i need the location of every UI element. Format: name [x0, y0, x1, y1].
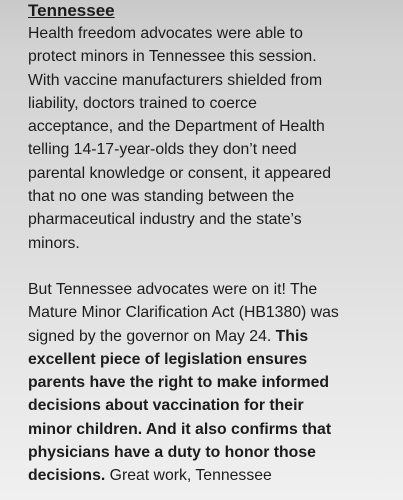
- paragraph-1-line: that no one was standing between the: [28, 188, 295, 206]
- paragraph-1-line: Health freedom advocates were able to: [28, 25, 303, 42]
- paragraph-2-bold-line: excellent piece of legislation ensures: [28, 350, 308, 368]
- article-body: [28, 0, 400, 488]
- paragraph-2-line: [28, 325, 400, 348]
- paragraph-spacer: [28, 255, 400, 278]
- paragraph-1-line: pharmaceutical industry and the state’s: [28, 211, 302, 229]
- paragraph-2-bold-line: minor children. And it also confirms that: [28, 420, 332, 438]
- paragraph-2-line: But Tennessee advocates were on it! The: [28, 280, 318, 298]
- closing-text: Great work, Tennessee: [105, 467, 272, 485]
- paragraph-1-line: protect minors in Tennessee this session.: [28, 48, 317, 66]
- paragraph-1-line: minors.: [28, 234, 80, 252]
- paragraph-1-line: liability, doctors trained to coerce: [28, 94, 257, 112]
- bold-text: decisions.: [28, 467, 106, 485]
- paragraph-2-bold-line: decisions about vaccination for their: [28, 397, 304, 415]
- article-heading: Tennessee: [28, 1, 115, 20]
- paragraph-1: [28, 22, 400, 255]
- paragraph-1-line: parental knowledge or consent, it appeared: [28, 164, 331, 182]
- paragraph-1-line: With vaccine manufacturers shielded from: [28, 71, 323, 89]
- bold-text: This: [275, 327, 309, 345]
- paragraph-1-line: acceptance, and the Department of Health: [28, 118, 325, 136]
- signed-text: signed by the governor on May 24.: [28, 327, 276, 345]
- paragraph-2-line: [28, 464, 400, 487]
- paragraph-2-line: Mature Minor Clarification Act (HB1380) was: [28, 304, 339, 322]
- paragraph-2: [28, 278, 400, 488]
- paragraph-1-line: telling 14-17-year-olds they don’t need: [28, 141, 297, 159]
- paragraph-2-bold-line: physicians have a duty to honor those: [28, 444, 316, 462]
- paragraph-2-bold-line: parents have the right to make informed: [28, 374, 330, 392]
